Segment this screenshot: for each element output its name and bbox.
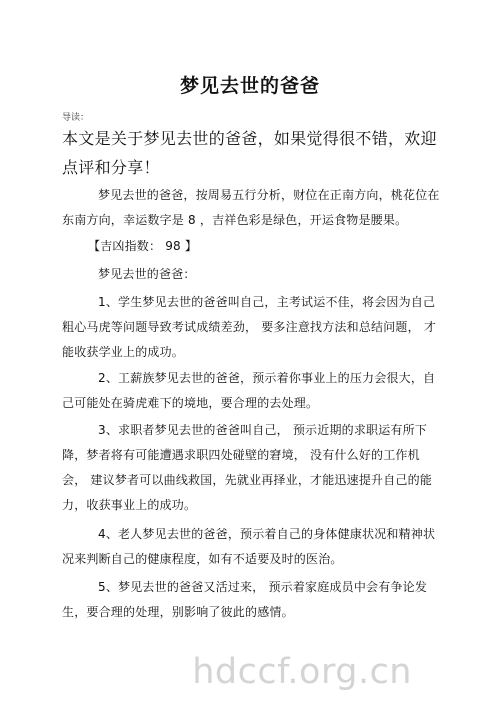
document-title: 梦见去世的爸爸 [179,75,320,97]
paragraph-text: 5、梦见去世的爸爸又活过来， 预示着家庭成员中会有争论发生，要合理的处理，别影响了彼此的感情。 [62,580,428,619]
paragraph-item-4 [62,522,440,572]
paragraph-item-2 [62,366,440,416]
paragraph-item-5 [62,575,440,625]
paragraph-item-1 [62,290,440,365]
paragraph-item-3 [62,418,440,518]
paragraph-text: 3、求职者梦见去世的爸爸叫自己， 预示近期的求职运有所下降，梦者将有可能遭遇求职四处碰壁的窘境， 没有什么好的工作机会， 建议梦者可以曲线救国，先就业再择业，才能迅速提升自己的能力，收获事业上的成功。 [62,423,433,512]
paragraph-text: 4、老人梦见去世的爸爸，预示着自己的身体健康状况和精神状况来判断自己的健康程度，如有不适要及时的医治。 [62,527,436,566]
paragraph-summary [62,183,440,233]
guide-label: 导读： [62,113,90,123]
intro-text: 本文是关于梦见去世的爸爸，如果觉得很不错，欢迎点评和分享！ [62,129,437,177]
paragraph-text: 【吉凶指数： 98 】 [88,239,198,253]
paragraph-heading [62,262,440,287]
watermark: hdccf.org.cn [192,652,412,692]
paragraph-score [62,234,440,259]
paragraph-text: 梦见去世的爸爸，按周易五行分析，财位在正南方向，桃花位在东南方向，幸运数字是 8 ，吉祥色彩是绿色，开运食物是腰果。 [62,188,440,227]
paragraph-text: 2、工薪族梦见去世的爸爸，预示着你事业上的压力会很大，自己可能处在骑虎难下的境地，要合理的去处理。 [62,371,436,410]
paragraph-text: 1、学生梦见去世的爸爸叫自己，主考试运不佳，将会因为自己粗心马虎等问题导致考试成绩差劲， 要多注意找方法和总结问题， 才能收获学业上的成功。 [62,295,437,359]
paragraph-text: 梦见去世的爸爸： [98,267,196,281]
